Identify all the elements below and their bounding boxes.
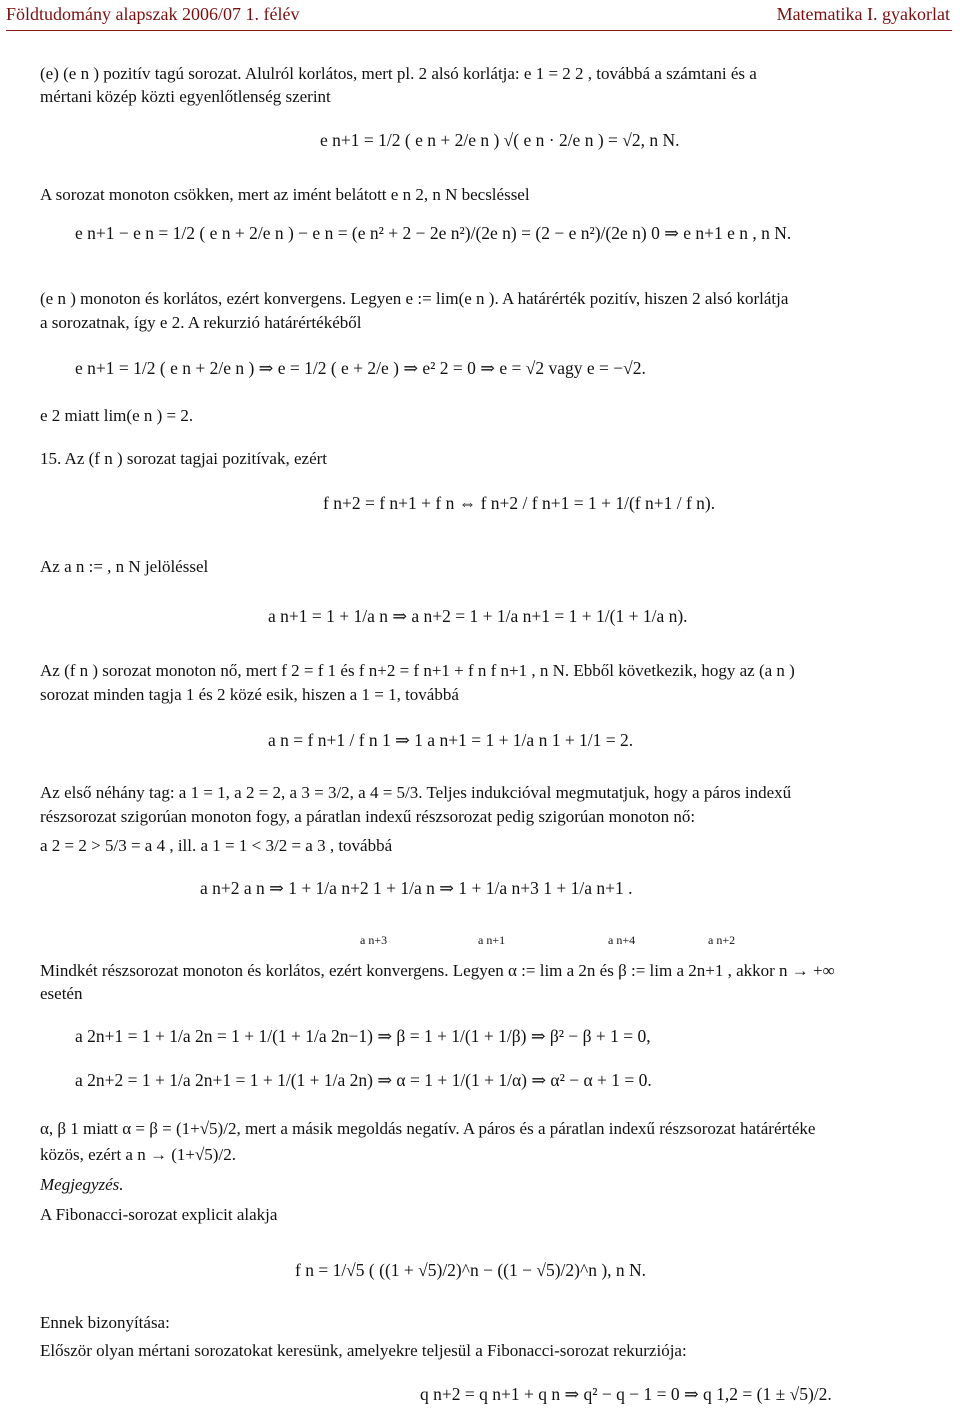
underbrace-label-2: a n+1	[478, 933, 506, 947]
formula-characteristic-equation: q n+2 = q n+1 + q n ⇒ q² − q − 1 = 0 ⇒ q 1,2 = (1 ± √5)/2.	[420, 1384, 832, 1404]
text-line-21: Mindkét részsorozat monoton és korlátos, ezért konvergens. Legyen α := lim a 2n és β := lim a 2n+1 , akkor n → +∞	[40, 961, 835, 980]
formula-beta-limit: a 2n+1 = 1 + 1/a 2n = 1 + 1/(1 + 1/a 2n−1) ⇒ β = 1 + 1/(1 + 1/β) ⇒ β² − β + 1 = 0,	[75, 1026, 651, 1046]
header-course-title: Földtudomány alapszak 2006/07 1. félév	[6, 4, 300, 24]
text-line-12: Az a n := , n N jelöléssel	[40, 557, 209, 576]
text-line-22: esetén	[40, 984, 83, 1003]
text-line-15: sorozat minden tagja 1 és 2 közé esik, hiszen a 1 = 1, továbbá	[40, 685, 459, 704]
text-line-4: A sorozat monoton csökken, mert az imént belátott e n 2, n N becsléssel	[40, 185, 530, 204]
formula-induction-step: a n+2 a n ⇒ 1 + 1/a n+2 1 + 1/a n ⇒ 1 + 1/a n+3 1 + 1/a n+1 .	[200, 878, 633, 898]
text-line-7: a sorozatnak, így e 2. A rekurzió határértékéből	[40, 313, 362, 332]
text-line-6: (e n ) monoton és korlátos, ezért konvergens. Legyen e := lim(e n ). A határérték pozitív, hiszen 2 alsó korlátja	[40, 289, 789, 308]
formula-fibonacci-ratio: f n+2 = f n+1 + f n ⇔ f n+2 / f n+1 = 1 + 1/(f n+1 / f n).	[323, 493, 716, 513]
formula-an-bounds: a n = f n+1 / f n 1 ⇒ 1 a n+1 = 1 + 1/a n 1 + 1/1 = 2.	[268, 730, 634, 750]
text-line-1: (e) (e n ) pozitív tagú sorozat. Alulról korlátos, mert pl. 2 alsó korlátja: e 1 = 2 2 , továbbá a számtani és a	[40, 64, 757, 83]
text-line-10-problem-15: 15. Az (f n ) sorozat tagjai pozitívak, ezért	[40, 449, 327, 468]
underbrace-label-3: a n+4	[608, 933, 636, 947]
header-subject-title: Matematika I. gyakorlat	[776, 4, 950, 24]
formula-alpha-limit: a 2n+2 = 1 + 1/a 2n+1 = 1 + 1/(1 + 1/a 2n) ⇒ α = 1 + 1/(1 + 1/α) ⇒ α² − α + 1 = 0.	[75, 1070, 652, 1090]
formula-an-recursion: a n+1 = 1 + 1/a n ⇒ a n+2 = 1 + 1/a n+1 = 1 + 1/(1 + 1/a n).	[268, 606, 688, 626]
remark-heading: Megjegyzés.	[40, 1175, 124, 1194]
text-line-14: Az (f n ) sorozat monoton nő, mert f 2 = f 1 és f n+2 = f n+1 + f n f n+1 , n N. Ebből következik, hogy az (a n )	[40, 661, 795, 680]
underbrace-label-4: a n+2	[708, 933, 736, 947]
text-line-17: Az első néhány tag: a 1 = 1, a 2 = 2, a 3 = 3/2, a 4 = 5/3. Teljes indukcióval megmutatjuk, hogy a páros indexű	[40, 783, 792, 802]
formula-limit-recursion: e n+1 = 1/2 ( e n + 2/e n ) ⇒ e = 1/2 ( e + 2/e ) ⇒ e² 2 = 0 ⇒ e = √2 vagy e = −√2.	[75, 358, 646, 378]
text-line-25: α, β 1 miatt α = β = (1+√5)/2, mert a másik megoldás negatív. A páros és a páratlan indexű részsorozat határértéke	[40, 1119, 816, 1138]
text-line-18: részsorozat szigorúan monoton fogy, a páratlan indexű részsorozat pedig szigorúan monoton nő:	[40, 807, 696, 826]
text-line-19: a 2 = 2 > 5/3 = a 4 , ill. a 1 = 1 < 3/2 = a 3 , továbbá	[40, 836, 393, 855]
text-line-31: Először olyan mértani sorozatokat keresünk, amelyekre teljesül a Fibonacci-sorozat rekurziója:	[40, 1341, 687, 1360]
text-line-2: mértani közép közti egyenlőtlenség szerint	[40, 87, 331, 106]
text-line-28: A Fibonacci-sorozat explicit alakja	[40, 1205, 278, 1224]
underbrace-label-1: a n+3	[360, 933, 388, 947]
formula-am-gm: e n+1 = 1/2 ( e n + 2/e n ) √( e n · 2/e n ) = √2, n N.	[320, 130, 680, 150]
formula-monotone-difference: e n+1 − e n = 1/2 ( e n + 2/e n ) − e n = (e n² + 2 − 2e n²)/(2e n) = (2 − e n²)/(2e n) 0 ⇒ e n+1 e n , n N.	[75, 223, 792, 243]
text-line-9: e 2 miatt lim(e n ) = 2.	[40, 406, 194, 425]
text-line-30: Ennek bizonyítása:	[40, 1313, 170, 1332]
formula-binet: f n = 1/√5 ( ((1 + √5)/2)^n − ((1 − √5)/2)^n ), n N.	[295, 1260, 647, 1280]
text-line-26: közös, ezért a n → (1+√5)/2.	[40, 1145, 236, 1164]
header-rule	[6, 30, 952, 31]
